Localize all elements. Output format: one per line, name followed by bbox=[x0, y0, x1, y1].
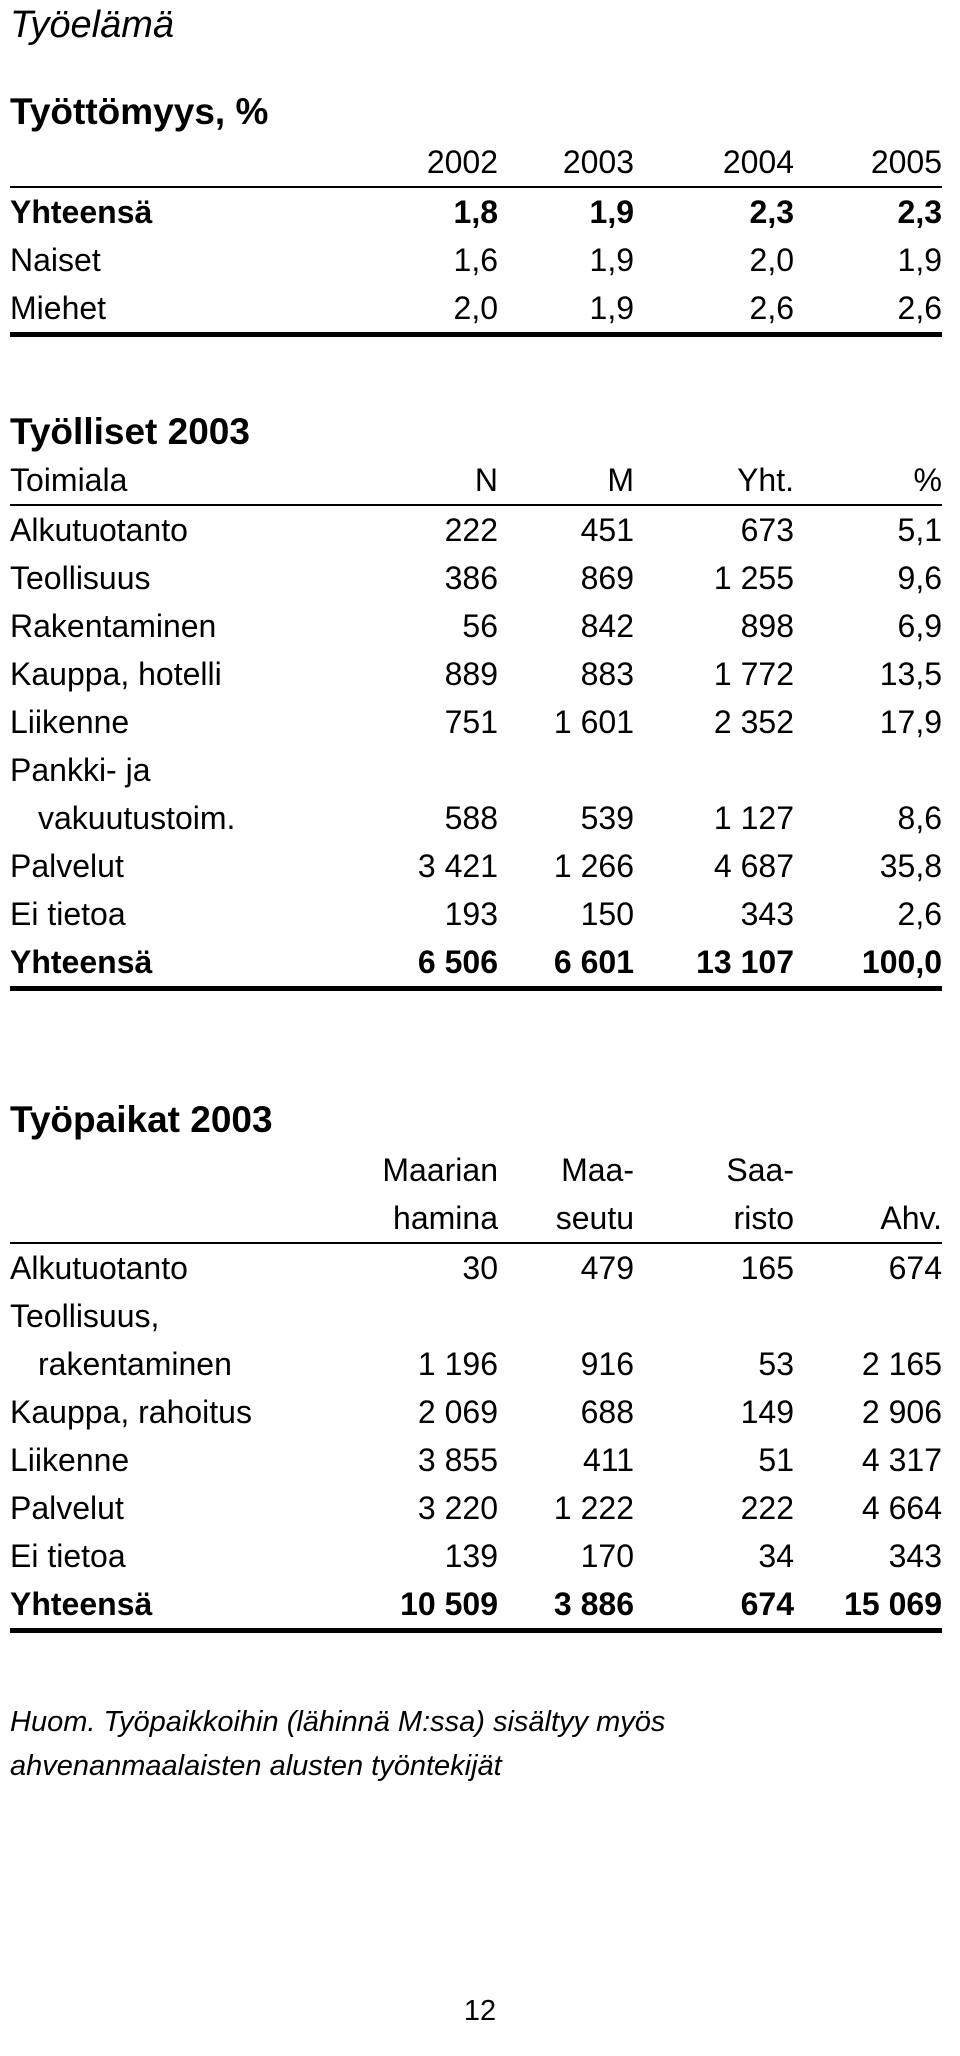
cell: 193 bbox=[444, 896, 498, 932]
table-row bbox=[10, 1340, 942, 1388]
footnote bbox=[10, 1700, 665, 1788]
cell: 673 bbox=[740, 512, 794, 548]
cell: 2 069 bbox=[417, 1394, 498, 1430]
column-header: Maa- bbox=[561, 1152, 634, 1188]
jobs-table bbox=[10, 1146, 942, 1633]
column-header: 2005 bbox=[794, 138, 942, 187]
cell: 3 220 bbox=[417, 1490, 498, 1526]
cell: 2 906 bbox=[861, 1394, 942, 1430]
cell bbox=[634, 746, 794, 794]
cell: 30 bbox=[462, 1250, 498, 1286]
cell: 9,6 bbox=[897, 560, 942, 596]
cell: 3 886 bbox=[498, 1580, 634, 1631]
cell: 2,3 bbox=[897, 194, 942, 230]
cell: 2,6 bbox=[634, 284, 794, 335]
table-row bbox=[10, 236, 942, 284]
row-label: Kauppa, rahoitus bbox=[10, 1394, 252, 1430]
jobs-title: Työpaikat 2003 bbox=[10, 1099, 273, 1140]
cell: 451 bbox=[580, 512, 634, 548]
cell: 10 509 bbox=[336, 1580, 498, 1631]
table-row bbox=[10, 602, 942, 650]
column-header bbox=[794, 1146, 942, 1194]
column-header: N bbox=[336, 456, 498, 505]
cell: 883 bbox=[580, 656, 634, 692]
table-row bbox=[10, 284, 942, 335]
cell: 1 255 bbox=[713, 560, 794, 596]
table-row bbox=[10, 1532, 942, 1580]
column-header: 2004 bbox=[634, 138, 794, 187]
table-row bbox=[10, 1436, 942, 1484]
table-row bbox=[10, 650, 942, 698]
cell: 898 bbox=[740, 608, 794, 644]
column-header: Maarian bbox=[382, 1152, 498, 1188]
table-row bbox=[10, 1388, 942, 1436]
cell: 8,6 bbox=[897, 800, 942, 836]
cell bbox=[336, 1292, 498, 1340]
row-label: Rakentaminen bbox=[10, 608, 217, 644]
row-label: vakuutustoim. bbox=[38, 800, 236, 836]
cell bbox=[794, 746, 942, 794]
row-label: Alkutuotanto bbox=[10, 1250, 188, 1286]
table-header-row bbox=[10, 1146, 942, 1194]
cell: 3 855 bbox=[417, 1442, 498, 1478]
cell: 222 bbox=[740, 1490, 794, 1526]
cell: 150 bbox=[580, 896, 634, 932]
cell: 1,9 bbox=[498, 284, 634, 335]
cell bbox=[498, 746, 634, 794]
row-label: Ei tietoa bbox=[10, 896, 126, 932]
row-label: Teollisuus bbox=[10, 560, 151, 596]
cell: 1 222 bbox=[553, 1490, 634, 1526]
cell: 343 bbox=[740, 896, 794, 932]
cell: 2,6 bbox=[794, 284, 942, 335]
cell bbox=[336, 746, 498, 794]
cell: 916 bbox=[580, 1346, 634, 1382]
cell bbox=[634, 1292, 794, 1340]
cell: 170 bbox=[580, 1538, 634, 1574]
table-row bbox=[10, 938, 942, 989]
cell: 17,9 bbox=[879, 704, 942, 740]
column-header: Saa- bbox=[726, 1152, 794, 1188]
column-header: Yht. bbox=[634, 456, 794, 505]
employed-title: Työlliset 2003 bbox=[10, 411, 250, 452]
cell: 1,9 bbox=[589, 242, 634, 278]
row-label: Palvelut bbox=[10, 1490, 124, 1526]
row-label: Palvelut bbox=[10, 848, 124, 884]
column-header: hamina bbox=[336, 1194, 498, 1243]
cell: 343 bbox=[888, 1538, 942, 1574]
row-label: Naiset bbox=[10, 242, 101, 278]
cell: 889 bbox=[444, 656, 498, 692]
table-row bbox=[10, 842, 942, 890]
cell: 4 664 bbox=[861, 1490, 942, 1526]
column-header bbox=[10, 138, 336, 187]
column-header: seutu bbox=[498, 1194, 634, 1243]
row-label: Ei tietoa bbox=[10, 1538, 126, 1574]
cell: 2 352 bbox=[713, 704, 794, 740]
footnote-line: Huom. Työpaikkoihin (lähinnä M:ssa) sisältyy myös bbox=[10, 1706, 666, 1738]
cell: 13,5 bbox=[879, 656, 942, 692]
table-row bbox=[10, 698, 942, 746]
cell: 5,1 bbox=[897, 512, 942, 548]
column-header: 2003 bbox=[498, 138, 634, 187]
cell: 56 bbox=[462, 608, 498, 644]
cell: 751 bbox=[444, 704, 498, 740]
cell: 3 421 bbox=[417, 848, 498, 884]
cell: 688 bbox=[580, 1394, 634, 1430]
row-label: Yhteensä bbox=[10, 194, 153, 230]
cell: 2 165 bbox=[861, 1346, 942, 1382]
table-header-row bbox=[10, 138, 942, 187]
cell: 6 601 bbox=[498, 938, 634, 989]
cell: 1 196 bbox=[417, 1346, 498, 1382]
column-header: risto bbox=[634, 1194, 794, 1243]
footnote-line: ahvenanmaalaisten alusten työntekijät bbox=[10, 1750, 502, 1782]
cell: 1,8 bbox=[453, 194, 498, 230]
table-row bbox=[10, 1292, 942, 1340]
table-header-row bbox=[10, 1194, 942, 1243]
table-row bbox=[10, 746, 942, 794]
cell: 411 bbox=[582, 1442, 634, 1478]
page-number: 12 bbox=[463, 1995, 497, 2027]
unemployment-title: Työttömyys, % bbox=[10, 91, 269, 132]
row-label: Liikenne bbox=[10, 704, 130, 740]
unemployment-table bbox=[10, 138, 942, 337]
table-row bbox=[10, 1580, 942, 1631]
row-label: Yhteensä bbox=[10, 938, 336, 989]
cell: 674 bbox=[888, 1250, 942, 1286]
cell: 149 bbox=[740, 1394, 794, 1430]
cell: 4 687 bbox=[713, 848, 794, 884]
cell: 2,3 bbox=[749, 194, 794, 230]
table-row bbox=[10, 1484, 942, 1532]
cell: 588 bbox=[444, 800, 498, 836]
cell: 386 bbox=[444, 560, 498, 596]
cell: 539 bbox=[580, 800, 634, 836]
table-row bbox=[10, 794, 942, 842]
cell: 53 bbox=[758, 1346, 794, 1382]
cell: 479 bbox=[580, 1250, 634, 1286]
page-header: Työelämä bbox=[10, 4, 175, 46]
column-header: Toimiala bbox=[10, 456, 336, 505]
column-header: % bbox=[794, 456, 942, 505]
row-label: Pankki- ja bbox=[10, 752, 151, 788]
column-header bbox=[10, 1146, 336, 1194]
cell: 1 772 bbox=[713, 656, 794, 692]
employed-table bbox=[10, 456, 942, 991]
cell bbox=[794, 1292, 942, 1340]
cell: 51 bbox=[758, 1442, 794, 1478]
cell: 1 266 bbox=[553, 848, 634, 884]
cell: 1,6 bbox=[453, 242, 498, 278]
cell: 2,6 bbox=[897, 896, 942, 932]
row-label: Miehet bbox=[10, 284, 336, 335]
cell: 842 bbox=[580, 608, 634, 644]
cell: 6,9 bbox=[897, 608, 942, 644]
row-label: Liikenne bbox=[10, 1442, 130, 1478]
row-label: Teollisuus, bbox=[10, 1298, 160, 1334]
cell: 2,0 bbox=[749, 242, 794, 278]
table-row bbox=[10, 554, 942, 602]
table-row bbox=[10, 890, 942, 938]
row-label: Alkutuotanto bbox=[10, 512, 188, 548]
cell: 674 bbox=[634, 1580, 794, 1631]
table-row bbox=[10, 187, 942, 236]
cell: 2,0 bbox=[336, 284, 498, 335]
table-header-row bbox=[10, 456, 942, 505]
row-label: Kauppa, hotelli bbox=[10, 656, 222, 692]
cell: 139 bbox=[444, 1538, 498, 1574]
cell: 1,9 bbox=[897, 242, 942, 278]
cell: 35,8 bbox=[879, 848, 942, 884]
cell: 34 bbox=[758, 1538, 794, 1574]
cell: 165 bbox=[740, 1250, 794, 1286]
table-row bbox=[10, 505, 942, 554]
row-label: rakentaminen bbox=[38, 1346, 232, 1382]
cell: 1 127 bbox=[713, 800, 794, 836]
cell: 1,9 bbox=[589, 194, 634, 230]
cell bbox=[498, 1292, 634, 1340]
cell: 100,0 bbox=[794, 938, 942, 989]
column-header bbox=[10, 1194, 336, 1243]
table-row bbox=[10, 1243, 942, 1292]
cell: 1 601 bbox=[553, 704, 634, 740]
column-header: M bbox=[498, 456, 634, 505]
column-header: Ahv. bbox=[794, 1194, 942, 1243]
cell: 15 069 bbox=[794, 1580, 942, 1631]
cell: 13 107 bbox=[634, 938, 794, 989]
column-header: 2002 bbox=[336, 138, 498, 187]
cell: 6 506 bbox=[336, 938, 498, 989]
cell: 869 bbox=[580, 560, 634, 596]
row-label: Yhteensä bbox=[10, 1580, 336, 1631]
cell: 222 bbox=[444, 512, 498, 548]
cell: 4 317 bbox=[861, 1442, 942, 1478]
